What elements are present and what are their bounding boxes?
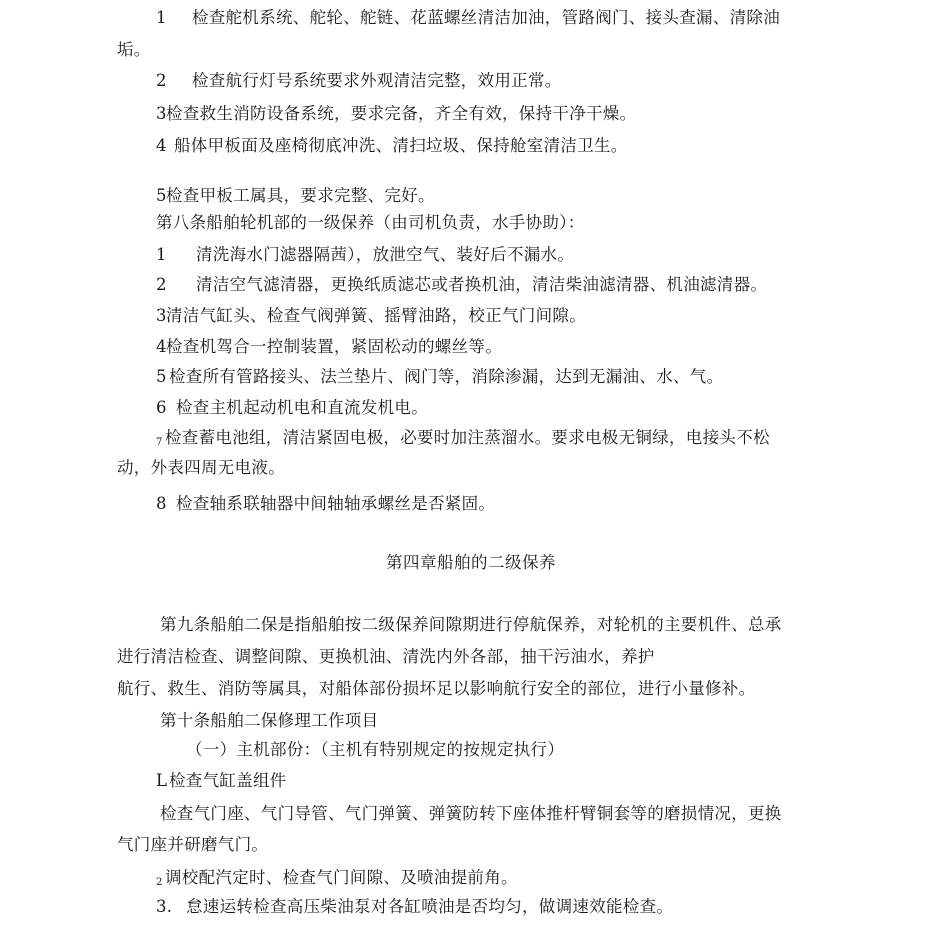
list-item <box>156 337 502 357</box>
list-item <box>156 306 586 326</box>
list-item <box>156 71 562 91</box>
list-item <box>156 8 780 28</box>
list-item <box>156 245 574 265</box>
list-item <box>156 868 518 893</box>
list-item <box>156 428 770 453</box>
paragraph-line <box>160 804 782 824</box>
subsection-heading <box>186 740 564 760</box>
article-text: 第八条船舶轮机部的一级保养（由司机负责，水手协助）： <box>156 213 585 232</box>
paragraph-line <box>117 679 755 699</box>
item-number: 2 <box>156 275 167 294</box>
item-number: 6 <box>156 398 167 417</box>
item-number: 5 <box>156 186 167 205</box>
item-text: 检查所有管路接头、法兰垫片、阀门等，消除渗漏，达到无漏油、水、气。 <box>169 367 724 386</box>
item-text: 清洗海水门滤器隔茜），放泄空气、装好后不漏水。 <box>196 245 575 264</box>
continuation-line <box>117 40 151 60</box>
paragraph-text: 检查气门座、气门导管、气门弹簧、弹簧防转下座体推杆臂铜套等的磨损情况，更换 <box>160 804 782 823</box>
list-item <box>156 275 767 295</box>
item-number: 1 <box>156 8 167 27</box>
item-text: 检查舵机系统、舵轮、舵链、花蓝螺丝清洁加油，管路阀门、接头查漏、清除油 <box>192 8 780 27</box>
item-text: 检查甲板工属具，要求完整、完好。 <box>166 186 435 205</box>
list-item <box>156 104 636 124</box>
item-text: 清洁气缸头、检查气阀弹簧、摇臂油路，校正气门间隙。 <box>166 306 586 325</box>
item-number: 8 <box>156 494 167 513</box>
item-number: 3 <box>156 306 167 325</box>
item-text: 垢。 <box>117 40 151 59</box>
article-heading <box>160 711 378 731</box>
list-item <box>156 136 628 156</box>
item-text: 清洁空气滤清器，更换纸质滤芯或者换机油，清洁柴油滤清器、机油滤清器。 <box>196 275 768 294</box>
subsection-text: （一）主机部份：（主机有特别规定的按规定执行） <box>186 740 565 759</box>
list-item <box>156 398 428 418</box>
chapter-title: 第四章船舶的二级保养 <box>386 553 556 572</box>
item-number: 1 <box>156 245 167 264</box>
item-text: 检查气缸盖组件 <box>169 771 287 790</box>
item-number: 2 <box>156 71 167 90</box>
item-number: 5 <box>156 367 167 386</box>
item-number: L <box>156 771 168 790</box>
item-number: 4 <box>156 136 167 155</box>
item-text: 检查航行灯号系统要求外观清洁完整，效用正常。 <box>192 71 562 90</box>
list-item <box>156 494 495 514</box>
paragraph-text: 第九条船舶二保是指船舶按二级保养间隙期进行停航保养，对轮机的主要机件、总承 <box>160 615 782 634</box>
item-text: 检查轴系联轴器中间轴轴承螺丝是否紧固。 <box>176 494 496 513</box>
item-text: 检查蓄电池组，清洁紧固电极，必要时加注蒸溜水。要求电极无铜绿，电接头不松 <box>165 428 770 447</box>
item-number: 2 <box>156 877 163 888</box>
item-number: 7 <box>156 437 163 448</box>
item-text: 怠速运转检查高压柴油泵对各缸喷油是否均匀，做调速效能检查。 <box>186 897 674 916</box>
item-number: 3 <box>156 104 167 123</box>
list-item <box>156 186 435 206</box>
paragraph-text: 进行清洁检查、调整间隙、更换机油、清洗内外各部，抽干污油水，养护 <box>117 647 655 666</box>
paragraph-line <box>160 615 782 635</box>
item-text: 检查救生消防设备系统，要求完备，齐全有效，保持干净干燥。 <box>166 104 637 123</box>
item-text: 调校配汽定时、检查气门间隙、及喷油提前角。 <box>165 868 518 887</box>
list-item <box>156 771 287 791</box>
paragraph-text: 航行、救生、消防等属具，对船体部份损坏足以影响航行安全的部位，进行小量修补。 <box>117 679 756 698</box>
paragraph-line <box>117 647 655 667</box>
list-item <box>156 367 723 387</box>
article-text: 第十条船舶二保修理工作项目 <box>160 711 379 730</box>
continuation-line <box>117 835 268 855</box>
item-text: 检查机驾合一控制装置，紧固松动的螺丝等。 <box>166 337 502 356</box>
list-item <box>156 897 673 917</box>
item-text: 检查主机起动机电和直流发机电。 <box>176 398 428 417</box>
paragraph-text: 气门座并研磨气门。 <box>117 835 269 854</box>
article-heading <box>156 213 585 233</box>
item-text: 动，外表四周无电液。 <box>117 458 285 477</box>
continuation-line <box>117 458 285 478</box>
item-text: 船体甲板面及座椅彻底冲洗、清扫垃圾、保持舱室清洁卫生。 <box>174 136 628 155</box>
item-number: 4 <box>156 337 167 356</box>
item-number: 3. <box>156 897 173 916</box>
